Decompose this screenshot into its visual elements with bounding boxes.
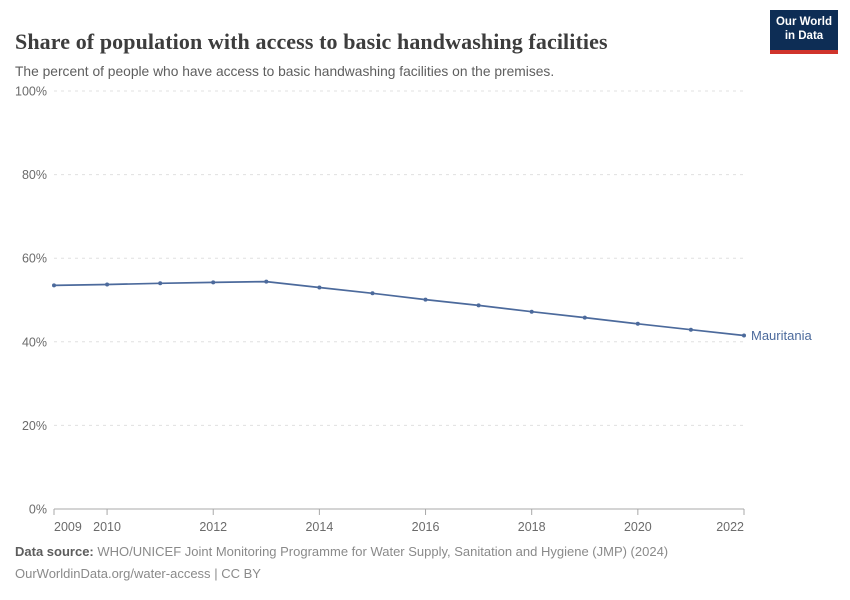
data-source-text: WHO/UNICEF Joint Monitoring Programme for Water Supply, Sanitation and Hygiene (JMP) (2024) (97, 544, 669, 559)
y-tick-label: 40% (21, 335, 47, 350)
x-tick-label: 2009 (54, 520, 82, 534)
x-tick-label: 2012 (199, 520, 228, 534)
y-tick-label: 100% (15, 84, 47, 99)
series-point[interactable] (530, 310, 534, 314)
chart-subtitle: The percent of people who have access to basic handwashing facilities on the premises. (15, 63, 555, 79)
y-tick-label: 80% (21, 168, 47, 183)
series-point[interactable] (424, 298, 428, 302)
series-point[interactable] (371, 291, 375, 295)
owid-logo-block (770, 10, 838, 50)
chart-footer (15, 541, 815, 584)
owid-logo-red-stripe (770, 50, 838, 54)
line-chart (0, 75, 850, 540)
series-point[interactable] (105, 283, 109, 287)
series-point[interactable] (742, 334, 746, 338)
data-source-label: Data source: (15, 544, 94, 559)
x-tick-label: 2018 (517, 520, 546, 534)
series-label[interactable]: Mauritania (751, 328, 812, 344)
y-tick-label: 0% (28, 502, 47, 517)
y-tick-label: 60% (21, 251, 47, 266)
series-point[interactable] (211, 280, 215, 284)
series-point[interactable] (689, 328, 693, 332)
series-point[interactable] (264, 280, 268, 284)
y-tick-label: 20% (21, 418, 47, 433)
attribution-line (15, 563, 815, 585)
license-link[interactable]: CC BY (221, 565, 261, 581)
series-point[interactable] (636, 322, 640, 326)
series-point[interactable] (583, 316, 587, 320)
page-title: Share of population with access to basic handwashing facilities (15, 28, 608, 54)
owid-logo-line1: Our World (775, 16, 832, 28)
owid-url-link[interactable]: OurWorldinData.org/water-access (15, 565, 211, 581)
x-tick-label: 2016 (411, 520, 440, 534)
owid-logo-line2: in Data (784, 29, 824, 42)
x-tick-label: 2020 (623, 520, 652, 534)
footer-separator: | (214, 565, 218, 581)
series-point[interactable] (158, 281, 162, 285)
series-point[interactable] (52, 283, 56, 287)
x-tick-label: 2022 (716, 520, 744, 534)
series-line[interactable] (54, 282, 744, 336)
data-source-line (15, 541, 815, 563)
series-point[interactable] (317, 286, 321, 290)
x-tick-label: 2014 (305, 520, 334, 534)
x-tick-label: 2010 (93, 520, 121, 534)
owid-logo[interactable] (770, 10, 838, 54)
series-point[interactable] (477, 303, 481, 307)
